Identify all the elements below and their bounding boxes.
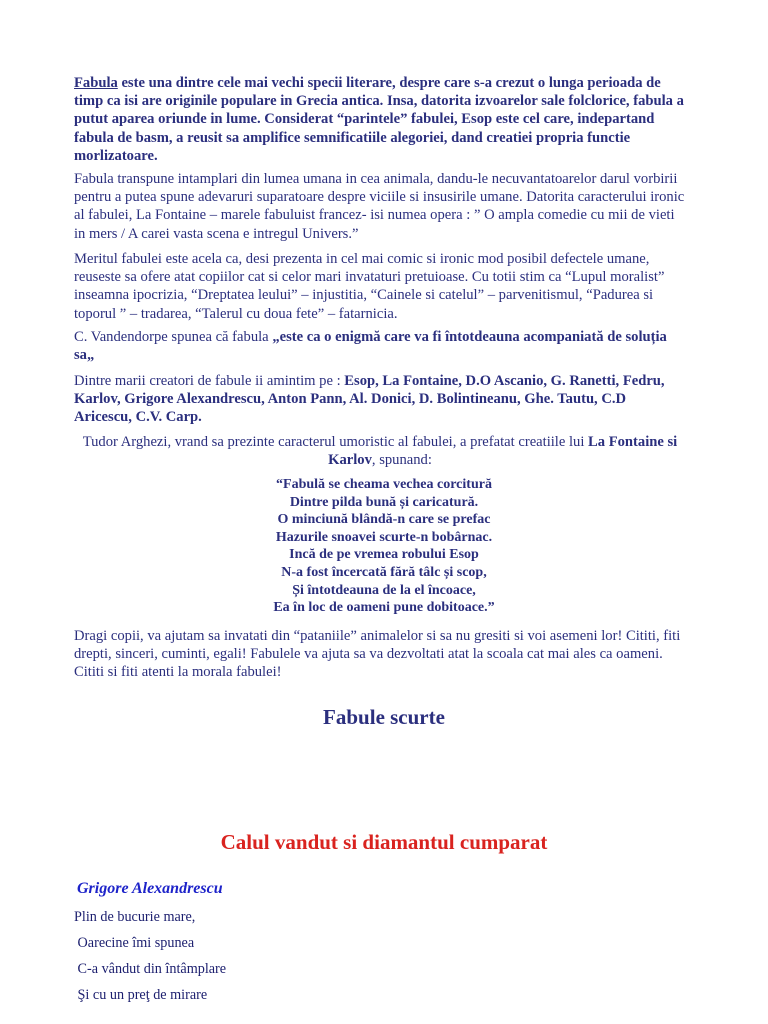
arghezi-text: Tudor Arghezi, vrand sa prezinte caracterul umoristic al fabulei, a prefatat creatiile lui <box>82 434 589 450</box>
paragraph-arghezi <box>74 433 686 469</box>
intro-text: este una dintre cele mai vechi specii literare, despre care s-a crezut o lunga perioada de timp ca isi are originile populare in Grecia antica. Insa, datorita izvoarelor sale folclorice, fabula a putut aparea oriunde in lume. Considerat “parintele” fabulei, Esop este cel care, indepartand fabula de basm, a reusit sa amplifice semnificatiile alegoriei, dand creatiei propria functie morlizatoare. <box>74 75 684 164</box>
paragraph-dragi-copii: Dragi copii, va ajutam sa invatati din “pataniile” animalelor si sa nu gresiti si voi asemeni lor! Cititi, fiti drepti, sinceri, cuminti, egali! Fabulele va ajuta sa va dezvoltati atat la scoala cat mai ales ca oameni. Cititi si fiti atenti la morala fabulei! <box>74 628 681 681</box>
paragraph-vandendorpe <box>74 328 686 364</box>
intro-paragraph <box>74 74 686 165</box>
poem-line: Incă de pe vremea robului Esop <box>289 547 479 563</box>
poem-line: Dintre pilda bună și caricatură. <box>289 494 479 510</box>
poem-line: Și întotdeauna de la el încoace, <box>292 582 476 598</box>
poem-line: N-a fost încercată fără tâlc și scop, <box>281 564 487 580</box>
vandendorpe-intro: C. Vandendorpe spunea că fabula <box>74 329 273 345</box>
vandendorpe-quote: „este ca o enigmă care va fi întotdeauna acompaniată de soluția sa„ <box>74 329 667 364</box>
verse-line: Şi cu un preţ de mirare <box>74 987 208 1003</box>
verse-line: Plin de bucurie mare, <box>74 909 196 925</box>
arghezi-poem <box>0 476 768 617</box>
poem-line: Ea în loc de oameni pune dobitoace.” <box>273 600 495 616</box>
poem-line: O minciună blândă-n care se prefac <box>277 512 491 528</box>
paragraph-transpune: Fabula transpune intamplari din lumea umana in cea animala, dandu-le necuvantatoarelor darul vorbirii pentru a putea spune adevaruri suparatoare despre viciile si insusirile umane. Datorita caracterului ironic al fabulei, La Fontaine – marele fabuluist francez- isi numea opera : ” O ampla comedie cu mii de vieti in mers / A carei vasta scena e intregul Univers.” <box>74 171 685 242</box>
fabula-link[interactable]: Fabula <box>74 75 118 91</box>
arghezi-end: , spunand: <box>371 452 432 469</box>
paragraph-meritul: Meritul fabulei este acela ca, desi prezenta in cel mai comic si ironic mod posibil defectele umane, reuseste sa ofere atat copiilor cat si celor mari invataturi pretuioase. Cu totii stim ca “Lupul moralist” inseamna ipocrizia, “Dreptatea leului” – injustitia, “Cainele si catelul” – parvenitismul, “Padurea si toporul ” – tradarea, “Talerul cu doua fete” – fatarnicia. <box>74 251 665 322</box>
verse-line: Oarecine îmi spunea <box>74 935 195 951</box>
verse-line: C-a vândut din întâmplare <box>74 961 227 977</box>
paragraph-creatori <box>74 372 686 427</box>
arghezi-names: La Fontaine si Karlov <box>328 434 678 469</box>
creatori-list: Esop, La Fontaine, D.O Ascanio, G. Ranetti, Fedru, Karlov, Grigore Alexandrescu, Anton Pann, Al. Donici, D. Bolintineanu, Ghe. Tautu, C.D Aricescu, C.V. Carp. <box>74 373 665 426</box>
poem-line: Hazurile snoavei scurte-n bobârnac. <box>275 529 493 545</box>
section-title: Fabule scurte <box>323 705 445 729</box>
fable-author: Grigore Alexandrescu <box>77 880 223 897</box>
creatori-intro: Dintre marii creatori de fabule ii amintim pe : <box>74 373 345 389</box>
poem-line: “Fabulă se cheama vechea corcitură <box>276 477 492 492</box>
fable-title: Calul vandut si diamantul cumparat <box>220 830 548 854</box>
